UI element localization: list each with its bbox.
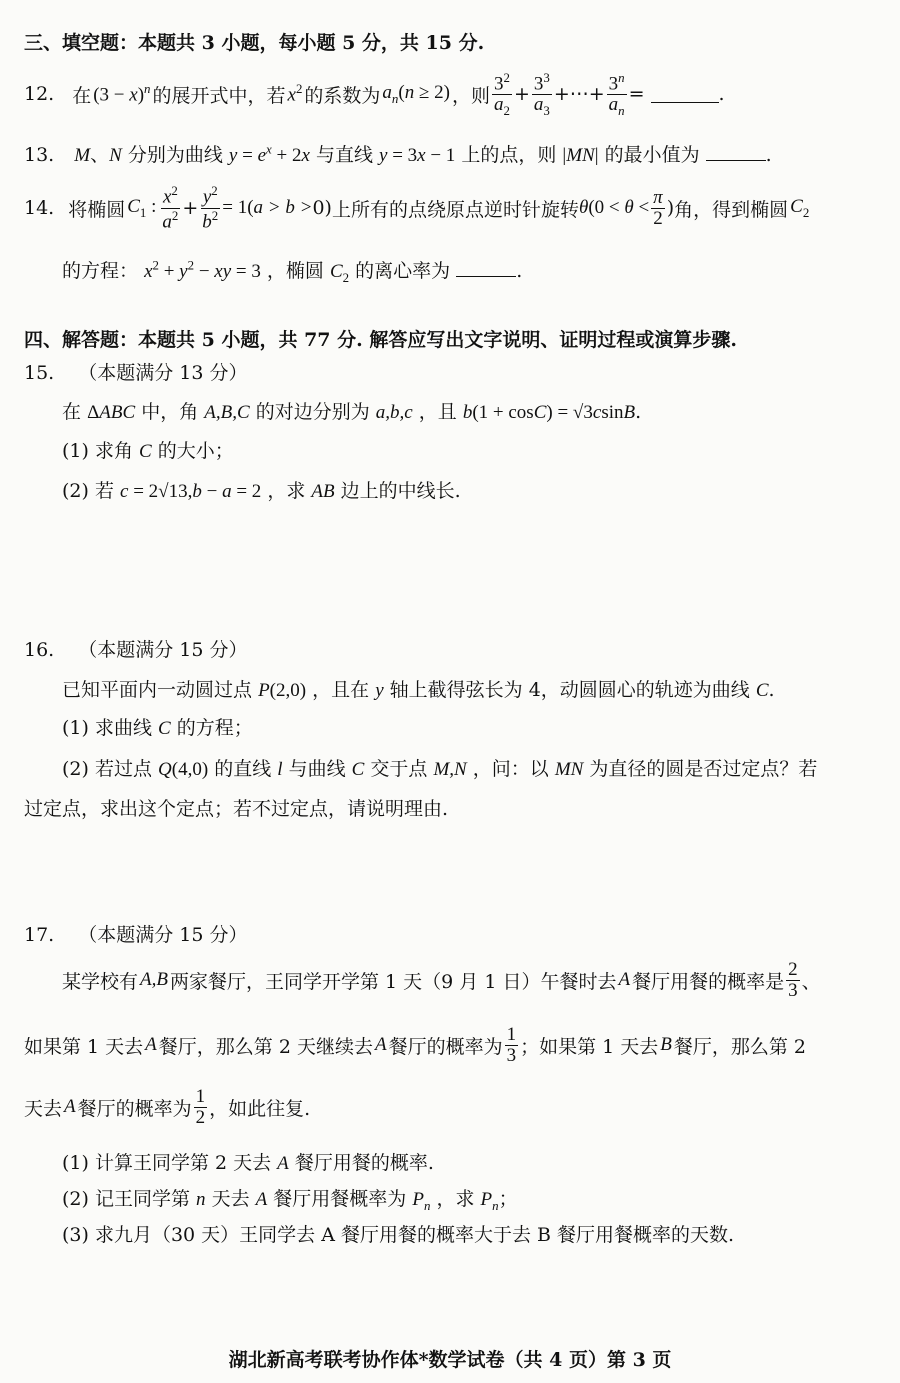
question-14: 14. 将椭圆 $C_1$ : $\frac{x^2}{a^2}$ + $\frac{y^2}{b^2}$ = 1( a > b > 0) 上所有的点绕原点逆时针旋转 θ(0 < θ < $\frac{\pi}{2}$ ) 角，得到椭圆 $C_2$ [24,183,810,232]
section-3-header: 三、填空题：本题共 3 小题，每小题 5 分，共 15 分. [24,32,485,54]
question-17-part-3: (3) 求九月（30 天）王同学去 A 餐厅用餐的概率大于去 B 餐厅用餐概率的天数. [62,1224,735,1246]
question-15-part-1: (1) 求角 C 的大小； [62,440,234,462]
question-16-part-2-cont: 过定点，求出这个定点；若不过定点，请说明理由. [24,798,449,820]
score-note: （本题满分 13 分） [78,362,248,384]
answer-blank [456,260,516,277]
question-13: 13. M、N 分别为曲线 $y = e^x + 2x$ 与直线 y = 3x − 1 上的点，则 |MN| 的最小值为 . [24,141,772,166]
question-16-header [24,635,248,662]
question-number: 16. [24,639,55,661]
question-15-stem: 在 ΔABC 中，角 A,B,C 的对边分别为 a,b,c ，且 b(1 + cosC) = √3csinB. [62,401,642,423]
page-footer: 湖北新高考联考协作体*数学试卷（共 4 页）第 3 页 [228,1349,672,1371]
question-16-part-2: (2) 若过点 Q(4,0) 的直线 l 与曲线 C 交于点 M,N ，问：以 MN 为直径的圆是否过定点？若 [62,758,818,780]
question-14-line-2: 的方程： $x^2 + y^2$ − xy = 3 ，椭圆 $C_2$ 的离心率为 . [62,257,523,285]
question-17-header [24,920,248,947]
section-4-header: 四、解答题：本题共 5 小题，共 77 分. 解答应写出文字说明、证明过程或演算步骤. [24,329,737,351]
question-15-part-2: (2) 若 c = 2√13,b − a = 2 ，求 AB 边上的中线长. [62,480,461,502]
question-17-part-2: (2) 记王同学第 n 天去 A 餐厅用餐概率为 $P_n$ ，求 $P_n$； [62,1188,518,1213]
question-15-header [24,358,248,385]
answer-blank [706,144,766,161]
score-note: （本题满分 15 分） [78,924,248,946]
answer-blank [651,86,719,103]
question-number: 12. [24,83,55,105]
question-17-stem-2: 如果第 1 天去 A 餐厅，那么第 2 天继续去 A 餐厅的概率为 $\frac{1}{3}$ ；如果第 1 天去 B 餐厅，那么第 2 [24,1023,806,1066]
question-17-stem: 某学校有 A,B 两家餐厅，王同学开学第 1 天（9 月 1 日）午餐时去 A 餐厅用餐的概率是 $\frac{2}{3}$ 、 [62,958,821,1001]
question-number: 17. [24,924,55,946]
question-17-stem-3: 天去 A 餐厅的概率为 $\frac{1}{2}$ ，如此往复. [24,1085,311,1128]
question-number: 15. [24,362,55,384]
question-16-stem: 已知平面内一动圆过点 P(2,0) ，且在 y 轴上截得弦长为 4，动圆圆心的轨迹为曲线 C. [62,679,775,701]
question-12: 12. 在 $(3 - x)^n$ 的展开式中，若 $x^2$ 的系数为 $a_n(n \ge 2)$ ，则 $\frac{3^2}{a_2}$ + $\frac{3^3}{a_3}$ +⋯+ $\frac{3^n}{a_n}$ = . [24,69,725,118]
question-number: 14. [24,197,55,219]
question-number: 13. [24,144,55,166]
score-note: （本题满分 15 分） [78,639,248,661]
question-16-part-1: (1) 求曲线 C 的方程； [62,717,253,739]
question-17-part-1: (1) 计算王同学第 2 天去 A 餐厅用餐的概率. [62,1152,434,1174]
